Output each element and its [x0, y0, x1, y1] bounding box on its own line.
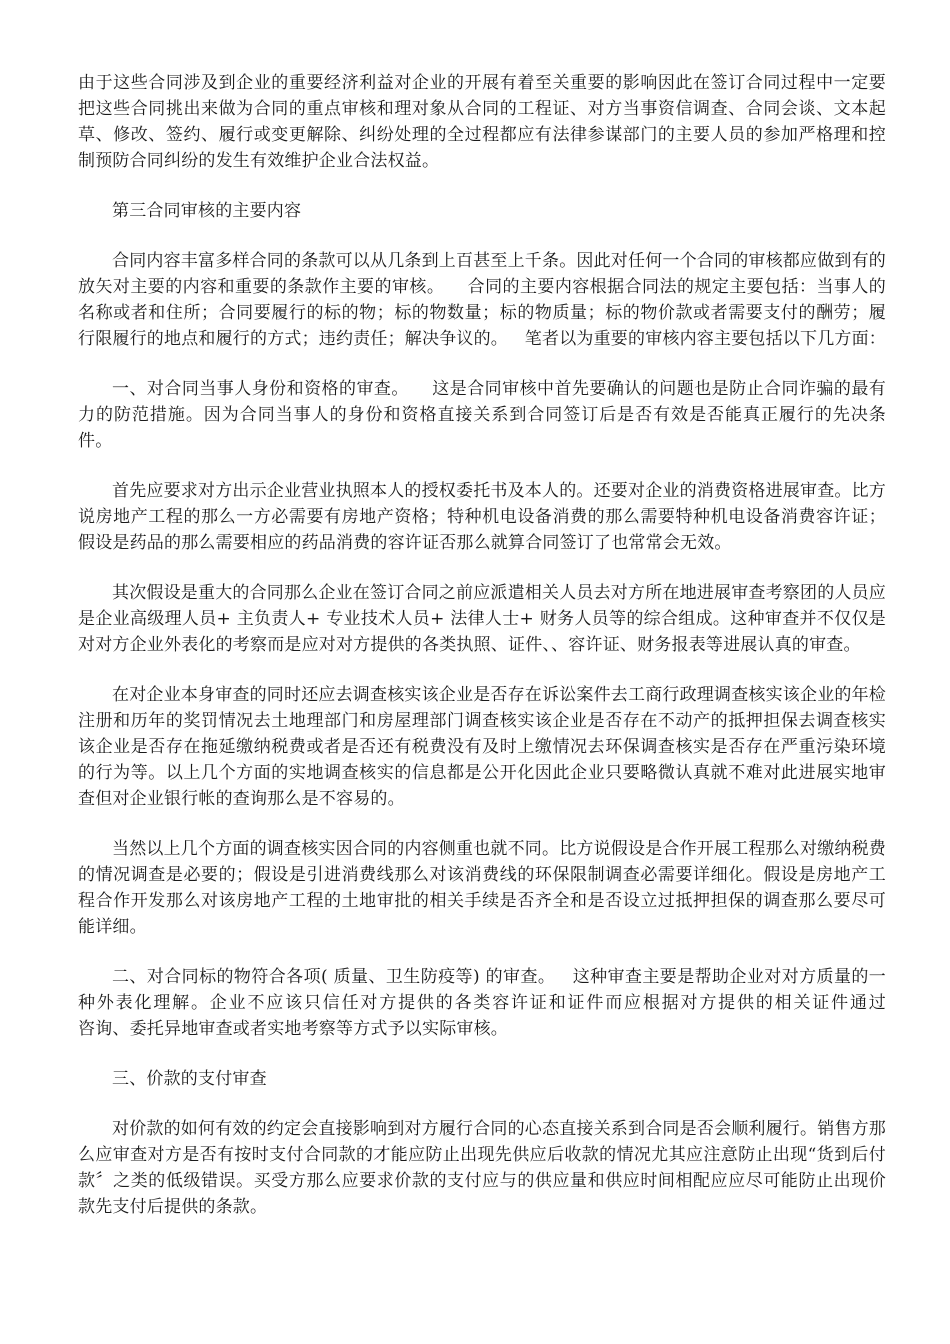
document-page: [78, 70, 943, 1244]
section-heading-payment-review: 三、价款的支付审查: [112, 1069, 267, 1089]
paragraph-site-inspection: 其次假设是重大的合同那么企业在签订合同之前应派遣相关人员去对方所在地进展审查考察团的人员应是企业高级理人员+ 主负责人+ 专业技术人员+ 法律人士+ 财务人员等的综合组成。这种审查并不仅仅是对对方企业外表化的考察而是应对对方提供的各类执照、证件、、容许证、财务报表等进展认真的审查。: [78, 583, 886, 655]
paragraph-investigation-focus: 当然以上几个方面的调查核实因合同的内容侧重也就不同。比方说假设是合作开展工程那么对缴纳税费的情况调查是必要的；假设是引进消费线那么对该消费线的环保限制调查必需要详细化。假设是房地产工程合作开发那么对该房地产工程的土地审批的相关手续是否齐全和是否设立过抵押担保的调查那么要尽可能详细。: [78, 839, 886, 937]
paragraph-contract-content: 合同内容丰富多样合同的条款可以从几条到上百甚至上千条。因此对任何一个合同的审核都应做到有的放矢对主要的内容和重要的条款作主要的审核。 合同的主要内容根据合同法的规定主要包括：当事人的名称或者和住所；合同要履行的标的物；标的物数量；标的物质量；标的物价款或者需要支付的酬劳；履行限履行的地点和履行的方式；违约责任；解决争议的。 笔者以为重要的审核内容主要包括以下几方面：: [78, 251, 887, 349]
paragraph-intro: 由于这些合同涉及到企业的重要经济利益对企业的开展有着至关重要的影响因此在签订合同过程中一定要把这些合同挑出来做为合同的重点审核和理对象从合同的工程证、对方当事资信调查、合同会谈、文本起草、修改、签约、履行或变更解除、纠纷处理的全过程都应有法律参谋部门的主要人员的参加严格理和控制预防合同纠纷的发生有效维护企业合法权益。: [78, 73, 886, 171]
paragraph-party-qualification: 一、对合同当事人身份和资格的审查。 这是合同审核中首先要确认的问题也是防止合同诈骗的最有力的防范措施。因为合同当事人的身份和资格直接关系到合同签订后是否有效是否能真正履行的先决条件。: [78, 379, 886, 451]
section-heading-contract-review-content: 第三合同审核的主要内容: [112, 201, 302, 221]
paragraph-payment: 对价款的如何有效的约定会直接影响到对方履行合同的心态直接关系到合同是否会顺利履行。销售方那么应审查对方是否有按时支付合同款的才能应防止出现先供应后收款的情况尤其应注意防止出现“货到后付款〞之类的低级错误。买受方那么应要求价款的支付应与的供应量和供应时间相配应应尽可能防止出现价款先支付后提供的条款。: [78, 1119, 886, 1217]
paragraph-business-license: 首先应要求对方出示企业营业执照本人的授权委托书及本人的。还要对企业的消费资格进展审查。比方说房地产工程的那么一方必需要有房地产资格；特种机电设备消费的那么需要特种机电设备消费容许证；假设是药品的那么需要相应的药品消费的容许证否那么就算合同签订了也常常会无效。: [78, 481, 886, 553]
paragraph-verification: 在对企业本身审查的同时还应去调查核实该企业是否存在诉讼案件去工商行政理调查核实该企业的年检注册和历年的奖罚情况去土地理部门和房屋理部门调查核实该企业是否存在不动产的抵押担保去调查核实该企业是否存在拖延缴纳税费或者是否还有税费没有及时上缴情况去环保调查核实是否存在严重污染环境的行为等。以上几个方面的实地调查核实的信息都是公开化因此企业只要略微认真就不难对此进展实地审查但对企业银行帐的查询那么是不容易的。: [78, 685, 886, 809]
paragraph-subject-matter-review: 二、对合同标的物符合各项( 质量、卫生防疫等) 的审查。 这种审查主要是帮助企业对对方质量的一种外表化理解。企业不应该只信任对方提供的各类容许证和证件而应根据对方提供的相关证件通过 咨询、委托异地审查或者实地考察等方式予以实际审核。: [78, 967, 943, 1039]
